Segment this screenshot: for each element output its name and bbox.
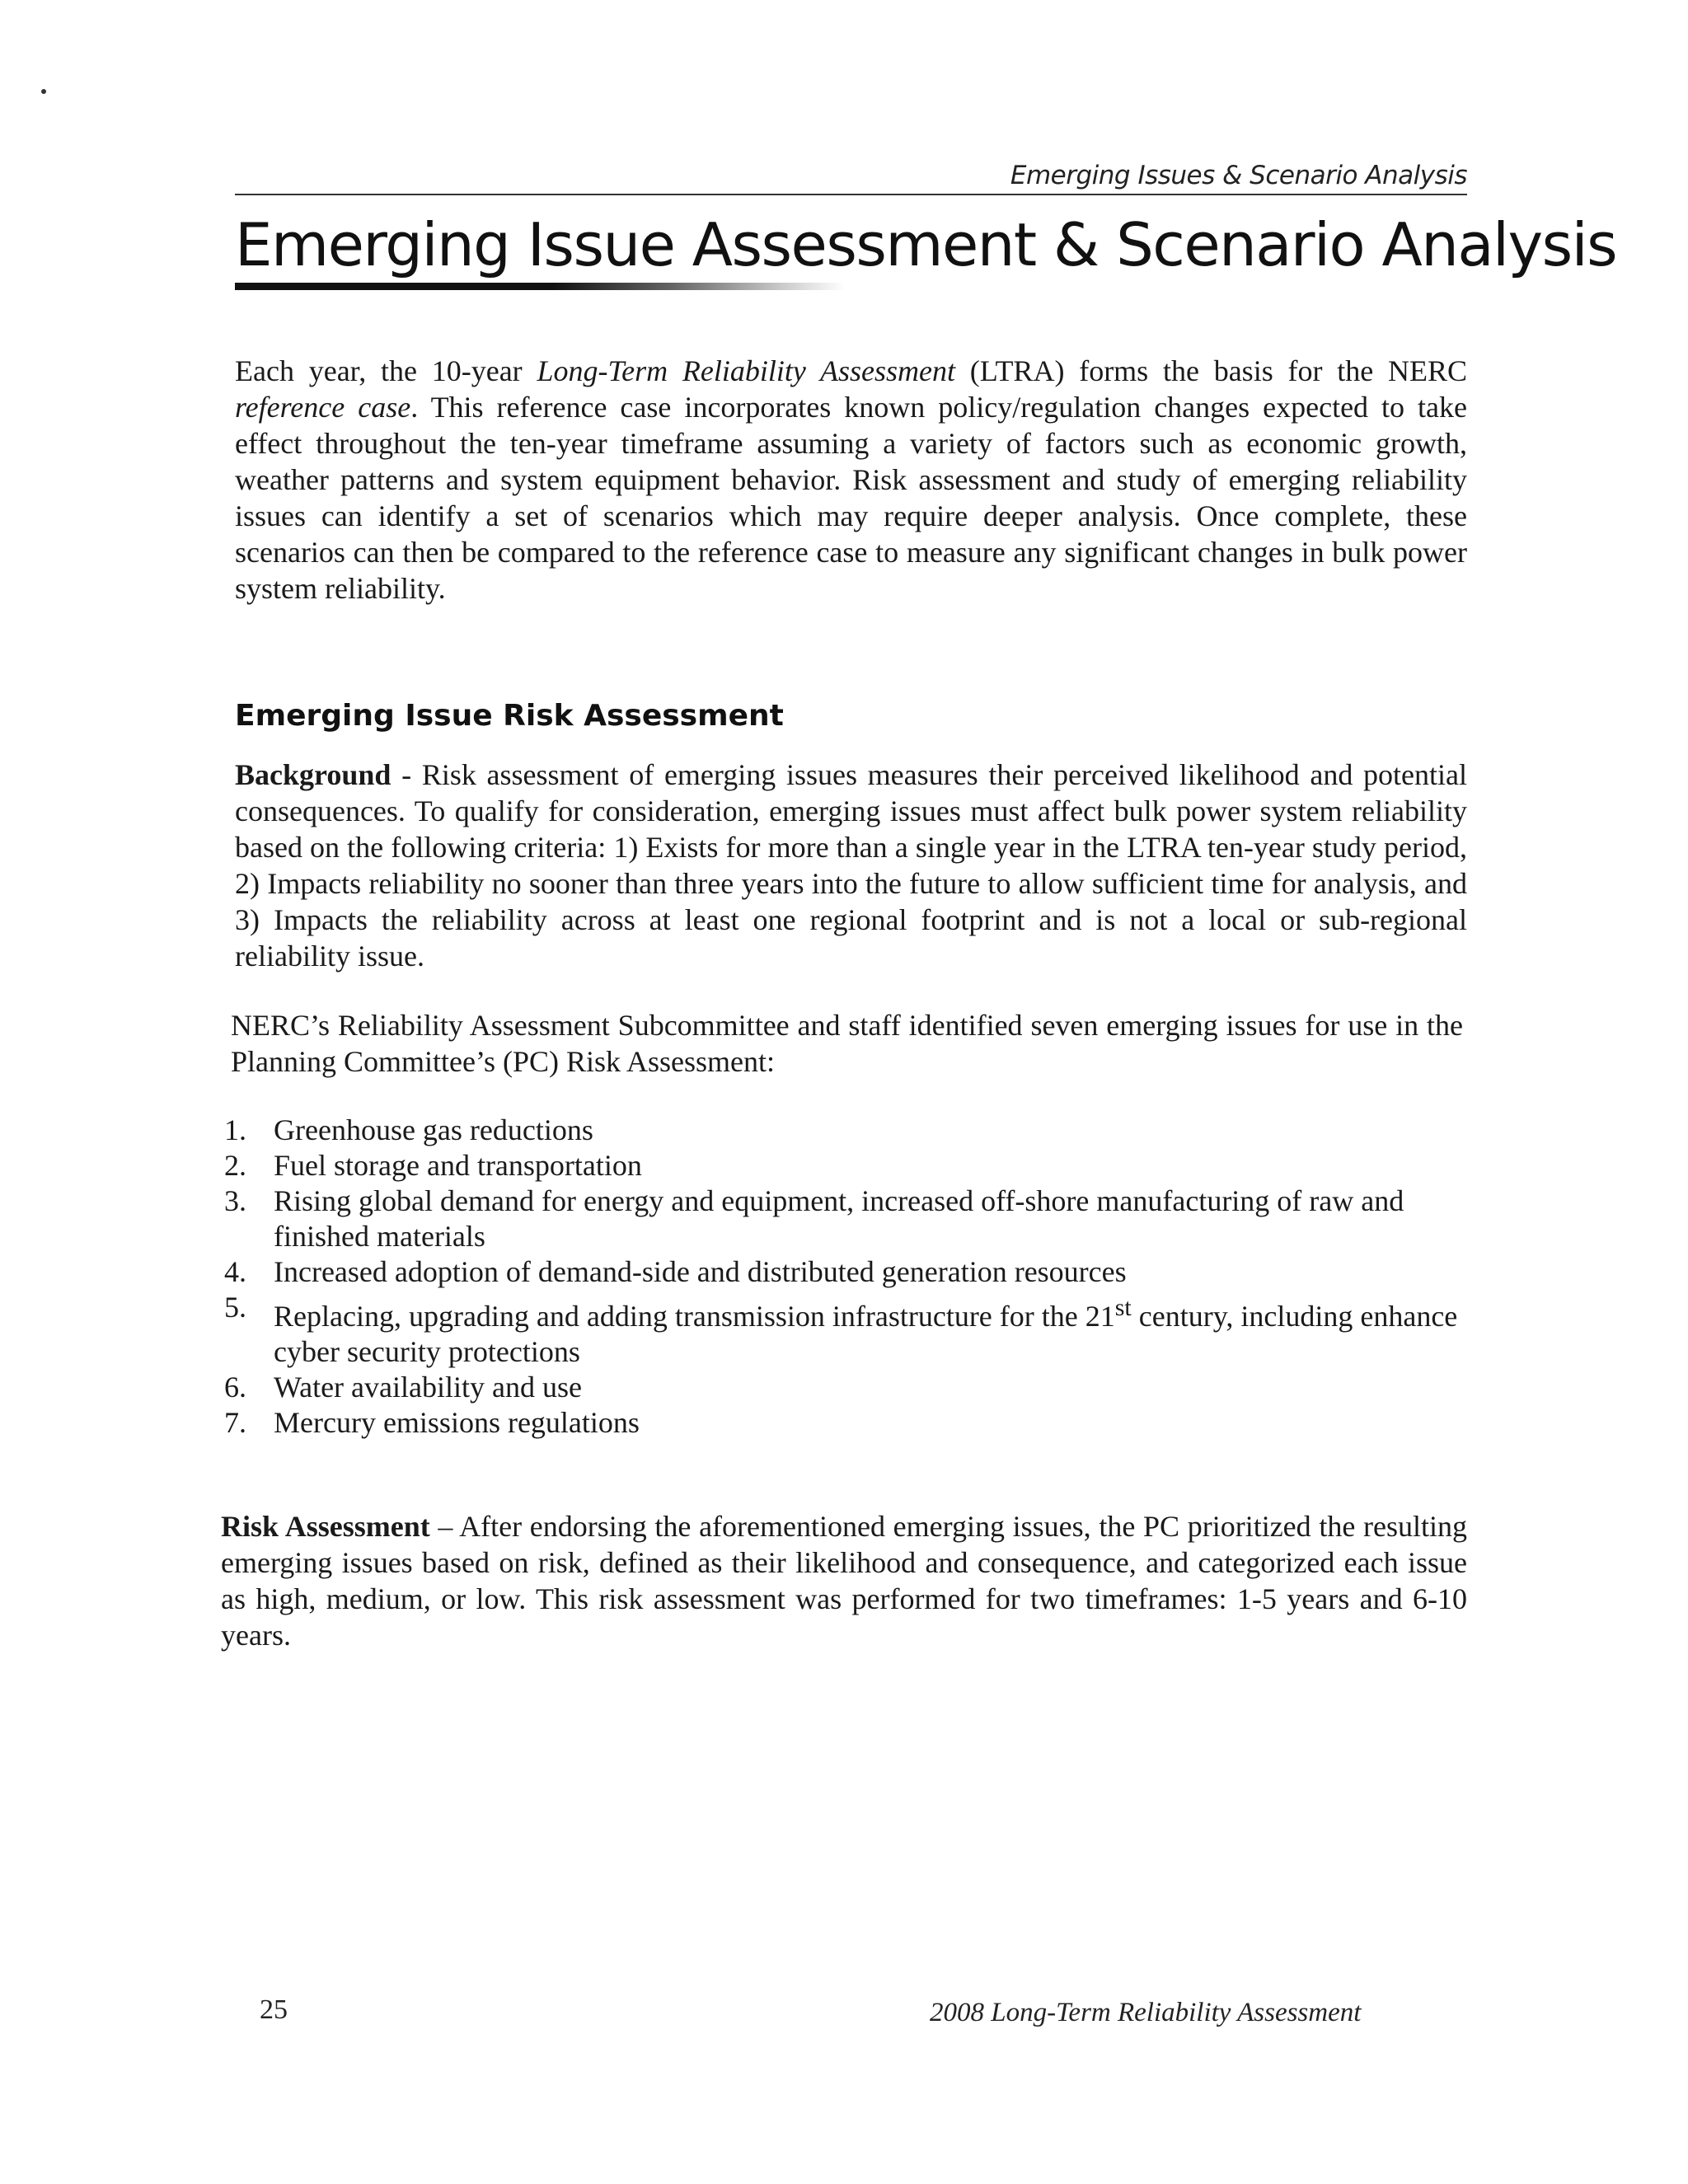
list-item-text: Water availability and use [274, 1371, 582, 1404]
list-item-text: Mercury emissions regulations [274, 1406, 640, 1439]
list-item [224, 1113, 1461, 1148]
risk-assessment-label: Risk Assessment [221, 1510, 430, 1543]
list-item-number: 1. [224, 1113, 246, 1146]
list-item-number: 6. [224, 1371, 246, 1404]
intro-italic-ltra: Long-Term Reliability Assessment [537, 354, 955, 387]
intro-paragraph [235, 353, 1467, 607]
list-item-text: Fuel storage and transportation [274, 1149, 642, 1182]
title-underline-bar [235, 283, 845, 290]
nerc-paragraph: NERC’s Reliability Assessment Subcommittee and staff identified seven emerging issues for use in the Planning Committee’s (PC) Risk Assessment: [231, 1009, 1463, 1078]
intro-text-3: . This reference case incorporates known policy/regulation changes expected to take effect throughout the ten-year timeframe assuming a variety of factors such as economic growth, weather patterns and system equipment behavior. Risk assessment and study of emerging reliability issues can identify a set of scenarios which may require deeper analysis. Once complete, these scenarios can then be compared to the reference case to measure any significant changes in bulk power system reliability. [235, 391, 1467, 605]
list-item [224, 1254, 1461, 1290]
list-item-text: Rising global demand for energy and equipment, increased off-shore manufacturing of raw and finished materials [274, 1184, 1404, 1253]
list-item [224, 1148, 1461, 1183]
risk-assessment-text: – After endorsing the aforementioned emerging issues, the PC prioritized the resulting emerging issues based on risk, defined as their likelihood and consequence, and categorized each issue as high, medium, or low. This risk assessment was performed for two timeframes: 1-5 years and 6-10 years. [221, 1510, 1467, 1652]
list-item-number: 7. [224, 1406, 246, 1439]
list-item-number: 2. [224, 1149, 246, 1182]
running-head-rule [235, 194, 1467, 195]
list-item-text-after: century, including enhance cyber security protections [274, 1300, 1458, 1368]
list-item-text: Greenhouse gas reductions [274, 1113, 593, 1146]
intro-text-1: Each year, the 10-year [235, 354, 537, 387]
list-item [224, 1183, 1461, 1254]
scan-dot [41, 89, 46, 94]
list-item-text: Increased adoption of demand-side and distributed generation resources [274, 1255, 1127, 1288]
background-text: - Risk assessment of emerging issues measures their perceived likelihood and potential consequences. To qualify for consideration, emerging issues must affect bulk power system reliability based on the following criteria: 1) Exists for more than a single year in the LTRA ten-year study period, 2) Impacts reliability no sooner than three years into the future to allow sufficient time for analysis, and 3) Impacts the reliability across at least one regional footprint and is not a local or sub-regional reliability issue. [235, 758, 1467, 972]
list-item [224, 1290, 1461, 1370]
background-label: Background [235, 758, 392, 791]
list-item-superscript: st [1114, 1294, 1132, 1321]
list-item-number: 5. [224, 1291, 246, 1324]
running-head: Emerging Issues & Scenario Analysis [1010, 161, 1467, 190]
list-item-number: 4. [224, 1255, 246, 1288]
background-paragraph [235, 757, 1467, 974]
intro-italic-reference-case: reference case [235, 391, 411, 424]
list-item [224, 1370, 1461, 1405]
emerging-issues-list [224, 1113, 1461, 1441]
risk-assessment-paragraph [221, 1508, 1467, 1653]
footer-publication-title: 2008 Long-Term Reliability Assessment [930, 1998, 1362, 2027]
list-item-text: Replacing, upgrading and adding transmission infrastructure for the 21 [274, 1300, 1115, 1333]
intro-text-2: (LTRA) forms the basis for the NERC [955, 354, 1467, 387]
section-heading: Emerging Issue Risk Assessment [235, 699, 784, 733]
list-item-number: 3. [224, 1184, 246, 1217]
page-title: Emerging Issue Assessment & Scenario Analysis [235, 210, 1617, 279]
page-number: 25 [260, 1994, 288, 2025]
list-item [224, 1405, 1461, 1441]
